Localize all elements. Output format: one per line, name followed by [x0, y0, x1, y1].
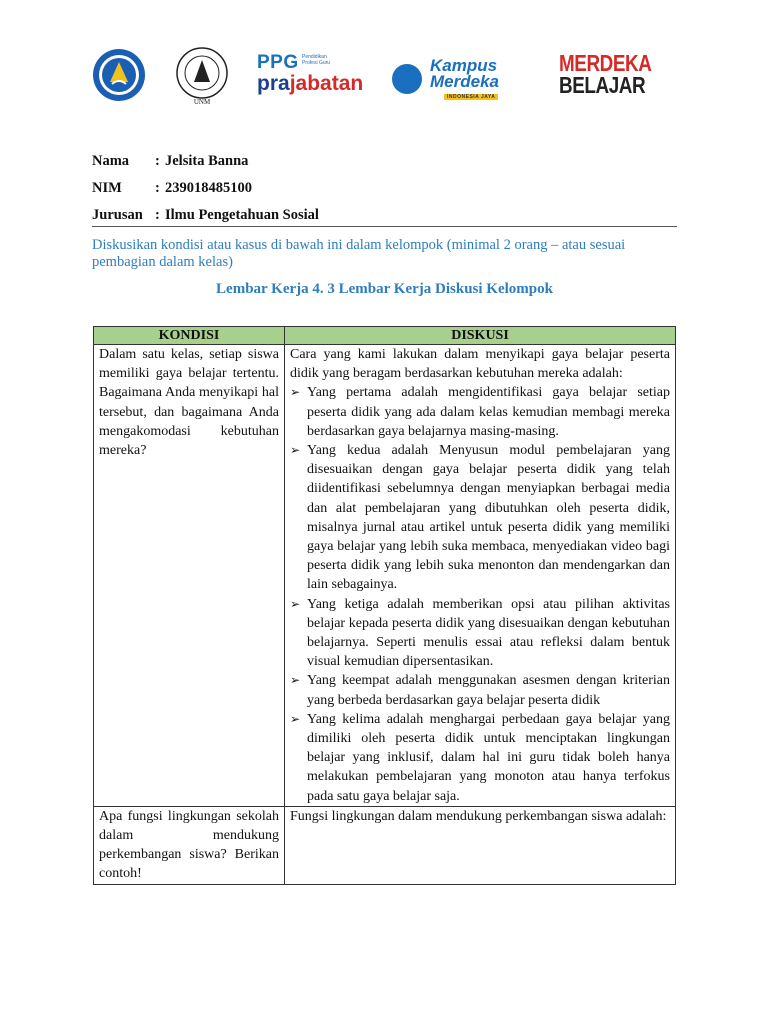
ppg-prajabatan-logo	[257, 50, 377, 100]
kampus-merdeka-logo	[392, 50, 517, 100]
instruction-text: Diskusikan kondisi atau kasus di bawah ini dalam kelompok (minimal 2 orang – atau sesuai pembagian dalam kelas)	[92, 237, 626, 270]
prajabatan-pra: pra	[257, 72, 290, 95]
student-identity	[92, 150, 677, 231]
identity-label: Jurusan	[92, 207, 143, 223]
kondisi-cell	[94, 345, 285, 807]
merdeka-text: MERDEKA	[559, 50, 652, 76]
worksheet-title: Lembar Kerja 4. 3 Lembar Kerja Diskusi Kelompok	[216, 281, 553, 297]
list-item: ➢ Yang kelima adalah menghargai perbedaan gaya belajar yang dimiliki oleh peserta didik untuk menciptakan lingkungan belajar yang inklusif, dalam hal ini guru tidak boleh hanya melakukan pembelajaran yang monoton atau hanya terfokus pada satu gaya belajar saja.	[290, 710, 670, 806]
identity-value: Ilmu Pengetahuan Sosial	[165, 207, 319, 223]
kemdikbud-logo	[92, 48, 146, 102]
kemdikbud-emblem-icon	[92, 48, 146, 102]
unm-logo	[174, 46, 230, 106]
identity-label: Nama	[92, 153, 130, 169]
prajabatan-text	[257, 72, 363, 96]
list-item: ➢ Yang pertama adalah mengidentifikasi gaya belajar setiap peserta didik yang ada dalam kelas kemudian membagi mereka berdasarkan gaya belajarnya masing-masing.	[290, 383, 670, 441]
ppg-text: PPG	[257, 52, 299, 73]
identity-row-nim	[92, 177, 677, 204]
diskusi-intro: Cara yang kami lakukan dalam menyikapi gaya belajar peserta didik yang beragam berdasarkan kebutuhan mereka adalah:	[290, 347, 670, 382]
kampus-merdeka-text	[430, 58, 499, 90]
unm-emblem-icon	[174, 46, 230, 106]
merdeka-belajar-logo	[559, 52, 654, 102]
logo-header	[92, 40, 652, 110]
diskusi-intro: Fungsi lingkungan dalam mendukung perkembangan siswa adalah:	[290, 808, 667, 824]
kampus-merdeka-emblem-icon	[392, 64, 422, 94]
identity-value: 239018485100	[165, 180, 252, 196]
table-row	[94, 345, 676, 807]
list-item: ➢ Yang keempat adalah menggunakan asesmen dengan kriterian yang berbeda berdasarkan gaya belajar peserta didik	[290, 671, 670, 709]
table-header-row	[94, 327, 676, 345]
kondisi-cell	[94, 806, 285, 884]
kampus-line1: Kampus	[430, 56, 498, 75]
kondisi-text: Apa fungsi lingkungan sekolah dalam mendukung perkembangan siswa? Berikan contoh!	[99, 808, 279, 882]
kondisi-text: Dalam satu kelas, setiap siswa memiliki gaya belajar tertentu. Bagaimana Anda menyikapi hal tersebut, dan bagaimana Anda mengakomodasi kebutuhan mereka?	[99, 347, 279, 459]
prajabatan-jabatan: jabatan	[289, 72, 364, 95]
list-item: ➢ Yang kedua adalah Menyusun modul pembelajaran yang disesuaikan dengan gaya belajar peserta didik yang telah diidentifikasi sebelumnya dengan menyiapkan berbagai media dan alat pembelajaran yang dibutuhkan oleh peserta didik, misalnya jurnal atau artikel untuk peserta didik yang memiliki gaya belajar yang lebih suka membaca, menyediakan video bagi peserta didik yang lebih suka menonton dan mendengarkan dan lain sebagainya.	[290, 441, 670, 595]
header-kondisi: KONDISI	[94, 327, 285, 345]
identity-row-nama	[92, 150, 677, 177]
diskusi-cell	[285, 345, 676, 807]
identity-separator: :	[155, 153, 160, 169]
identity-separator: :	[155, 180, 160, 196]
list-item: ➢ Yang ketiga adalah memberikan opsi atau pilihan aktivitas belajar kepada peserta didik yang disesuaikan dengan kebutuhan belajarnya. Seperti menulis essai atau refleksi dalam bentuk visual kemudian dipersentasikan.	[290, 595, 670, 672]
table-row	[94, 806, 676, 884]
identity-separator: :	[155, 207, 160, 223]
identity-label: NIM	[92, 180, 122, 196]
header-diskusi: DISKUSI	[285, 327, 676, 345]
kampus-sub-text: INDONESIA JAYA	[444, 94, 498, 100]
discussion-table	[93, 326, 676, 885]
kampus-line2: Merdeka	[430, 72, 499, 91]
ppg-subtext: Pendidikan Profesi Guru	[302, 54, 331, 66]
diskusi-bullet-list	[290, 383, 670, 805]
belajar-text: BELAJAR	[559, 72, 646, 98]
svg-text:UNM: UNM	[193, 98, 211, 106]
diskusi-cell	[285, 806, 676, 884]
divider-line	[92, 226, 677, 227]
identity-value: Jelsita Banna	[165, 153, 249, 169]
